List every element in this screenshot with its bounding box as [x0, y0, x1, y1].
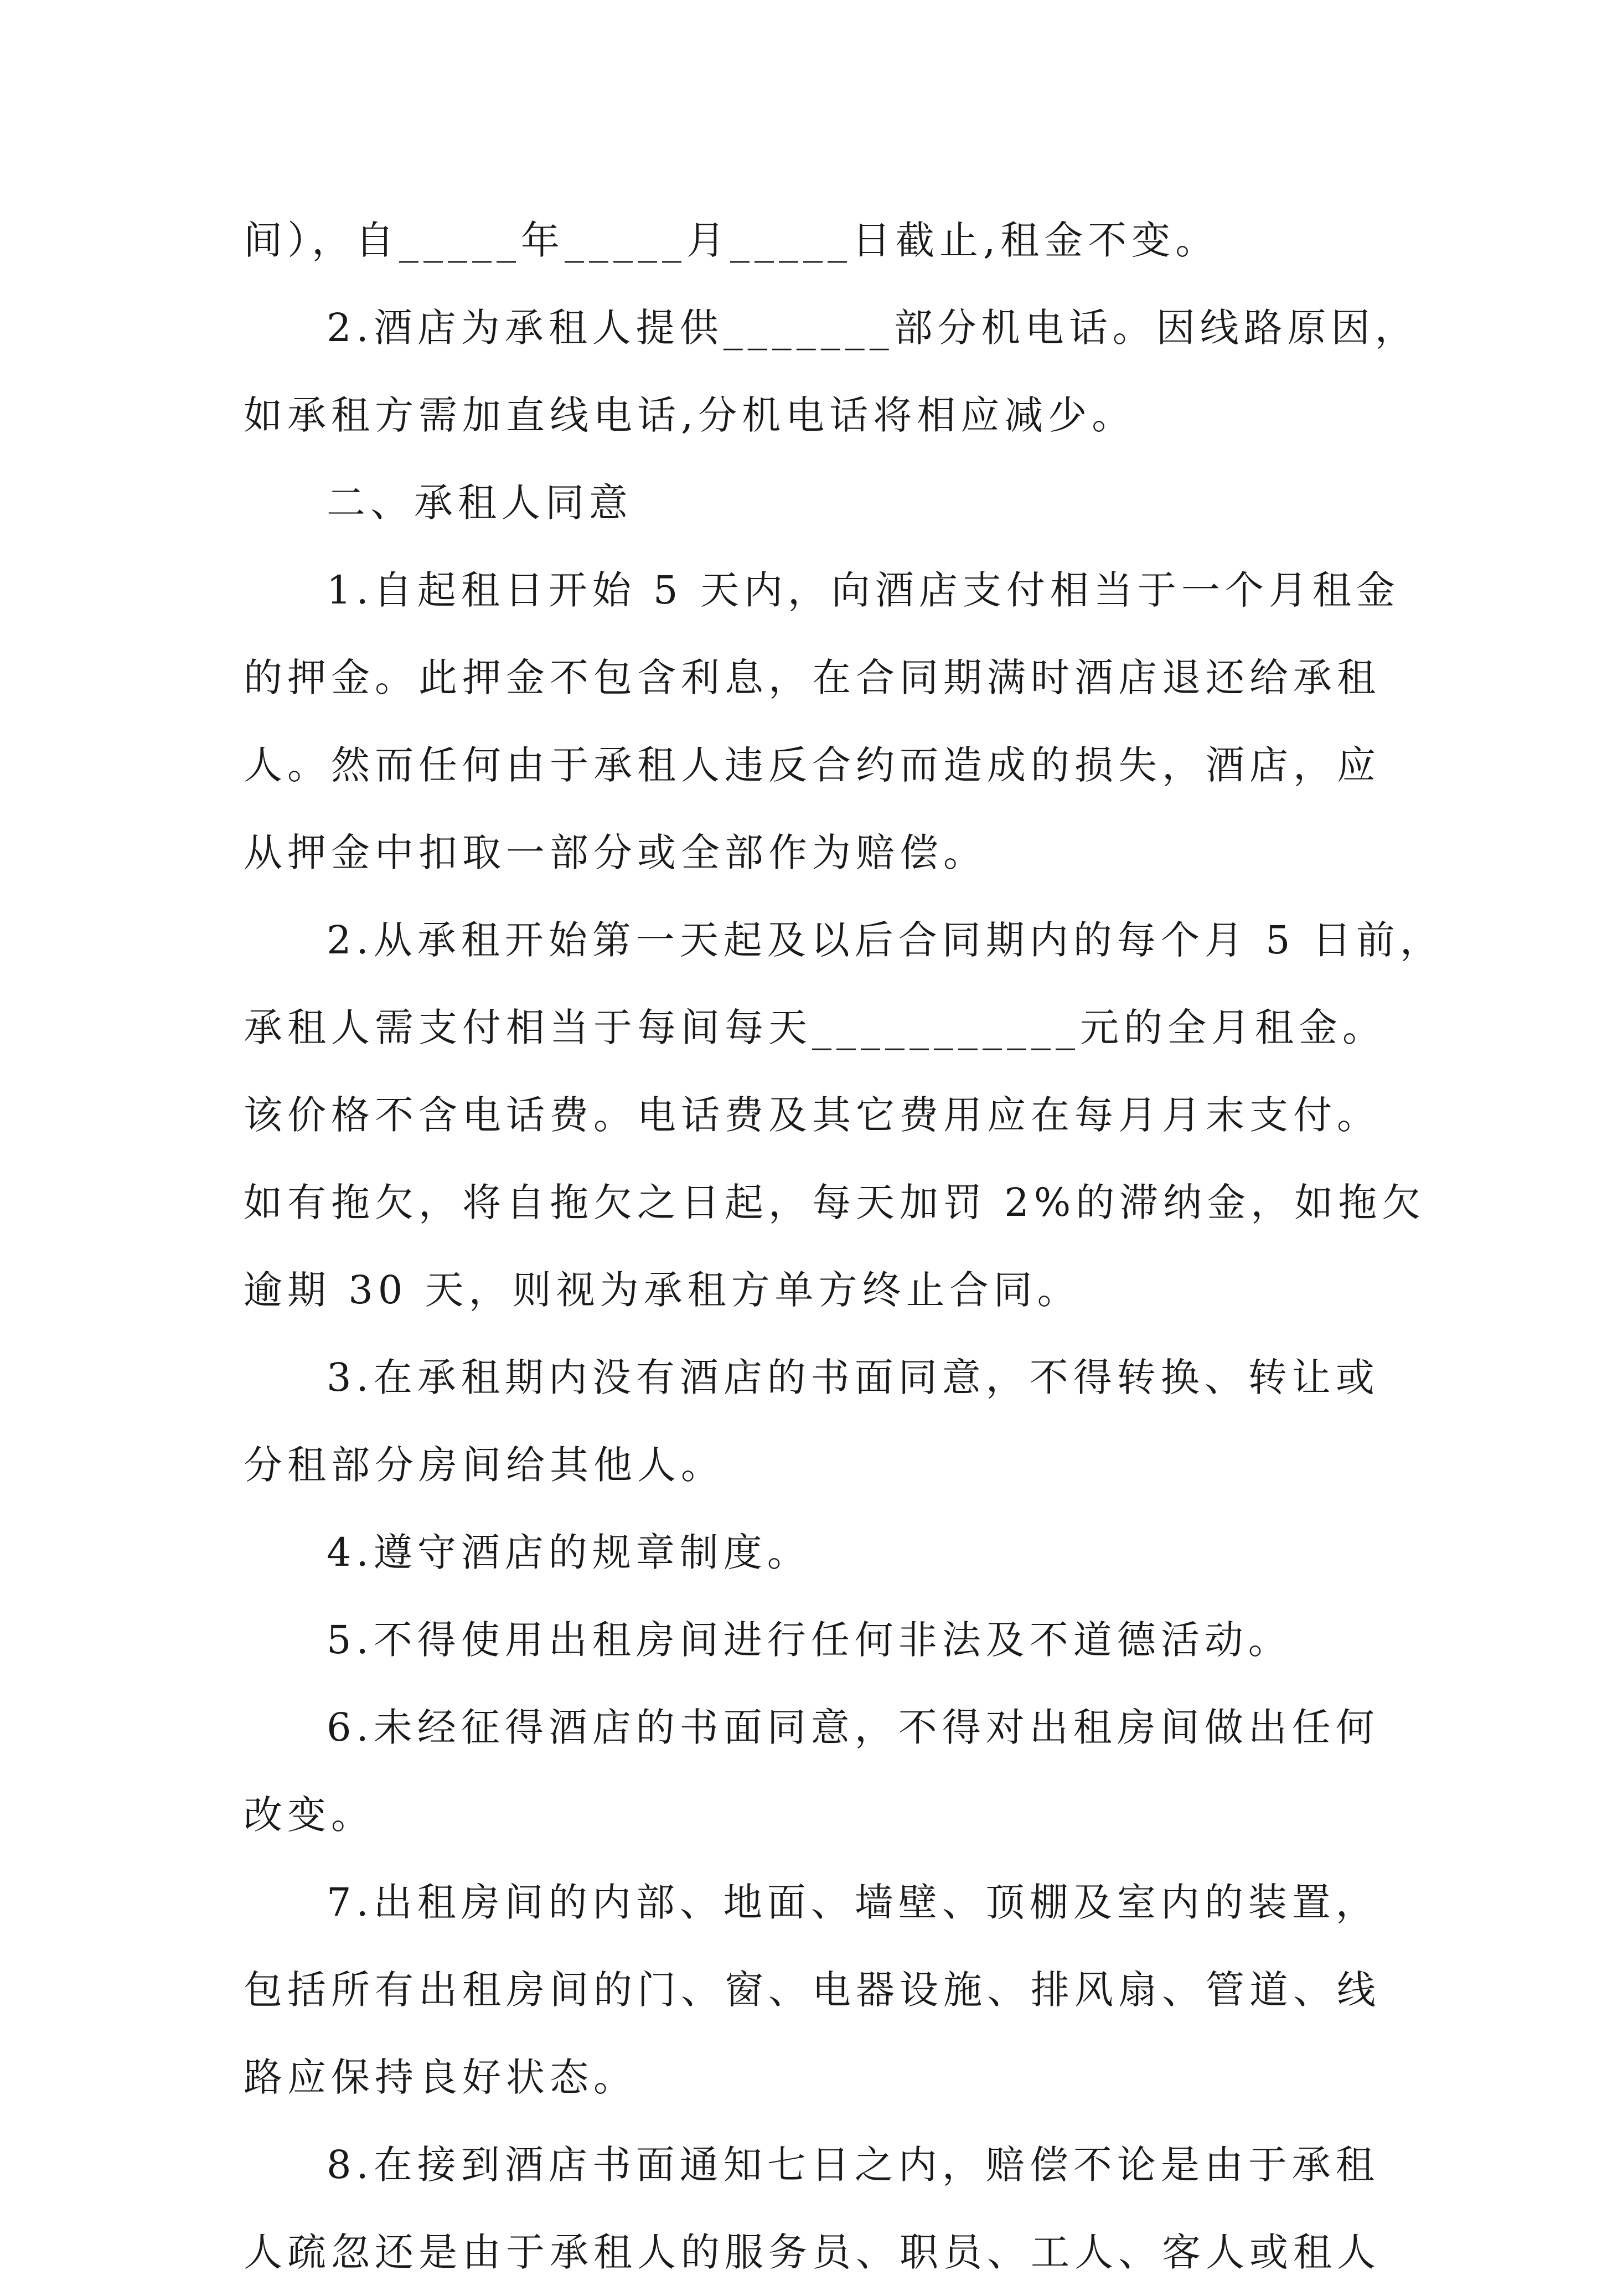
- text-line: 2.酒店为承租人提供_______部分机电话。因线路原因，: [327, 305, 1419, 350]
- text-line: 分租部分房间给其他人。: [244, 1442, 725, 1488]
- text-line: 2.从承租开始第一天起及以后合同期内的每个月 5 日前，: [327, 917, 1444, 963]
- text-line: 逾期 30 天，则视为承租方单方终止合同。: [244, 1267, 1081, 1313]
- text-line: 从押金中扣取一部分或全部作为赔偿。: [244, 830, 987, 875]
- text-line: 如承租方需加直线电话,分机电话将相应减少。: [244, 393, 1136, 438]
- text-line: 人。然而任何由于承租人违反合约而造成的损失，酒店，应: [244, 742, 1381, 788]
- text-line: 5.不得使用出租房间进行任何非法及不道德活动。: [327, 1617, 1292, 1663]
- text-line: 路应保持良好状态。: [244, 2055, 637, 2100]
- text-line: 4.遵守酒店的规章制度。: [327, 1530, 811, 1575]
- document-page: [244, 197, 1444, 2296]
- text-line: 包括所有出租房间的门、窗、电器设施、排风扇、管道、线: [244, 1967, 1381, 2013]
- text-line: 改变。: [244, 1792, 375, 1838]
- text-line: 如有拖欠，将自拖欠之日起，每天加罚 2%的滞纳金，如拖欠: [244, 1180, 1426, 1225]
- text-line: 承租人需支付相当于每间每天___________元的全月租金。: [244, 1005, 1386, 1050]
- text-line: 人疏忽还是由于承租人的服务员、职员、工人、客人或租人: [244, 2230, 1381, 2275]
- text-line: 该价格不含电话费。电话费及其它费用应在每月月末支付。: [244, 1092, 1381, 1138]
- text-line: 7.出租房间的内部、地面、墙壁、顶棚及室内的装置，: [327, 1880, 1379, 1925]
- text-line: 8.在接到酒店书面通知七日之内，赔偿不论是由于承租: [327, 2142, 1379, 2187]
- text-line: 6.未经征得酒店的书面同意，不得对出租房间做出任何: [327, 1705, 1379, 1750]
- text-line: 1.自起租日开始 5 天内，向酒店支付相当于一个月租金: [327, 567, 1400, 613]
- text-line: 3.在承租期内没有酒店的书面同意，不得转换、转让或: [327, 1355, 1379, 1400]
- text-line: 间），自_____年_____月_____日截止,租金不变。: [244, 218, 1219, 263]
- text-line: 的押金。此押金不包含利息，在合同期满时酒店退还给承租: [244, 655, 1381, 700]
- text-line: 二、承租人同意: [327, 480, 633, 525]
